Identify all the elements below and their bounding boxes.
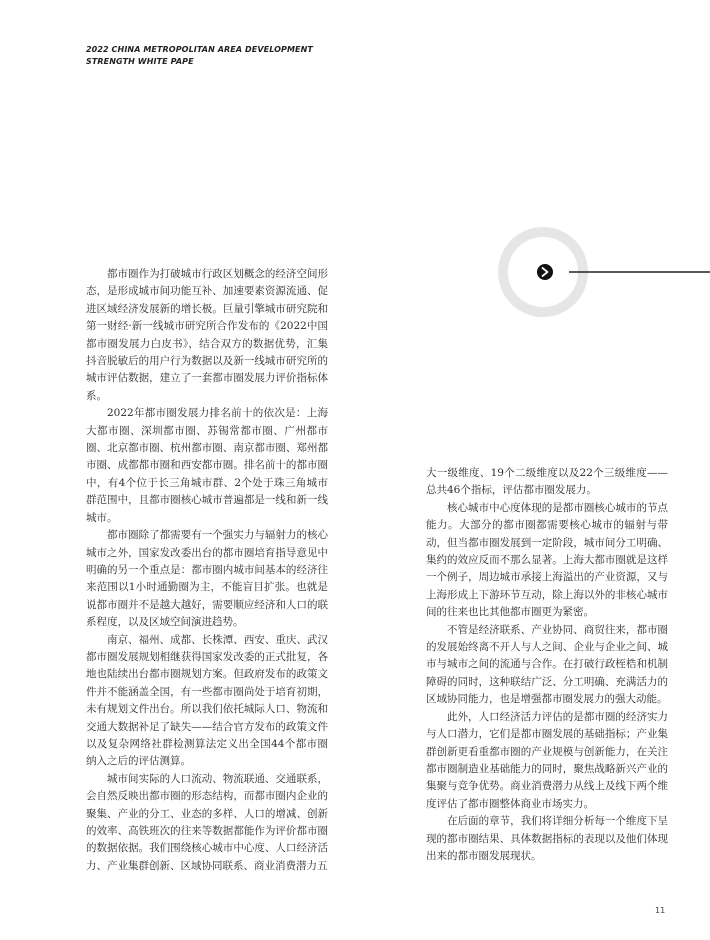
paragraph-dimensions-continued: 大一级维度、19个二级维度以及22个三级维度——总共46个指标，评估都市圈发展力。 <box>426 467 668 497</box>
paragraph-ranking: 2022年都市圈发展力排名前十的依次是：上海大都市圈、深圳都市圈、苏锡常都市圈、广州都市圈、北京都市圈、杭州都市圈、南京都市圈、郑州都市圈、成都都市圈和西安都市圈。排名前十的都市圈中，有4个位于长三角城市群、2个处于珠三角城市群范围中，且都市圈核心城市普遍都是一线和新一线城市。 <box>86 407 328 524</box>
paragraph-planning: 南京、福州、成都、长株潭、西安、重庆、武汉都市圈发展规划相继获得国家发改委的正式批复，各地也陆续出台都市圈规划方案。但政府发布的政策文件并不能涵盖全国，有一些都市圈尚处于培育初期，未有规划文件出台。所以我们依托城际人口、物流和交通大数据补足了缺失——结合官方发布的政策文件以及复杂网络社群检测算法定义出全国44个都市圈纳入之后的评估测算。 <box>86 633 328 768</box>
left-text-column <box>86 266 328 875</box>
paragraph-outlook: 在后面的章节，我们将详细分析每一个维度下呈现的都市圈结果、具体数据指标的表现以及他们体现出来的都市圈发展现状。 <box>426 815 668 862</box>
page-number: 11 <box>655 906 666 915</box>
running-header <box>86 44 313 68</box>
right-text-column <box>426 465 668 865</box>
paragraph-dimensions: 城市间实际的人口流动、物流联通、交通联系，会自然反映出都市圈的形态结构，而都市圈内企业的聚集、产业的分工、业态的多样、人口的增减、创新的效率、高铁班次的往来等数据都能作为评价都市圈的数据依据。我们围绕核心城市中心度、人口经济活力、产业集群创新、区域协同联系、商业消费潜力五 <box>86 772 328 872</box>
decorative-graphic <box>493 224 710 324</box>
paragraph-core-city: 核心城市中心度体现的是都市圈核心城市的节点能力。大部分的都市圈都需要核心城市的辐射与带动，但当都市圈发展到一定阶段，城市间分工明确、集约的效应反而不那么显著。上海大都市圈就是这样一个例子，周边城市承接上海溢出的产业资源，又与上海形成上下游环节互动，除上海以外的非核心城市间的往来也比其他都市圈更为紧密。 <box>426 501 668 619</box>
paragraph-collaboration: 不管是经济联系、产业协同、商贸往来，都市圈的发展始终离不开人与人之间、企业与企业之间、城市与城市之间的流通与合作。在打破行政桎梏和机制障碍的同时，这种联结广泛、分工明确、充满活力的区域协同能力，也是增强都市圈发展力的强大动能。 <box>426 623 668 706</box>
paragraph-intro: 都市圈作为打破城市行政区划概念的经济空间形态，是形成城市间功能互补、加速要素资源流通、促进区域经济发展新的增长极。巨量引擎城市研究院和第一财经·新一线城市研究所合作发布的《2022中国都市圈发展力白皮书》，结合双方的数据优势，汇集抖音脱敏后的用户行为数据以及新一线城市研究所的城市评估数据，建立了一套都市圈发展力评价指标体系。 <box>86 268 328 402</box>
arrow-circle <box>537 264 553 280</box>
arrow-right-icon <box>537 264 553 280</box>
paragraph-commute: 都市圈除了都需要有一个强实力与辐射力的核心城市之外，国家发改委出台的都市圈培育指导意见中明确的另一个重点是：都市圈内城市间基本的经济往来范围以1小时通勤圈为主，不能盲目扩张。也就是说都市圈并不是越大越好，需要顺应经济和人口的联系程度，以及区域空间演进趋势。 <box>86 529 328 629</box>
paragraph-vitality: 此外，人口经济活力评估的是都市圈的经济实力与人口潜力，它们是都市圈发展的基础指标；产业集群创新更看重都市圈的产业规模与创新能力，在关注都市圈制造业基础能力的同时，聚焦战略新兴产业的集聚与竞争优势。商业消费潜力从线上及线下两个维度评估了都市圈整体商业市场实力。 <box>426 710 668 810</box>
header-line-2: STRENGTH WHITE PAPE <box>86 57 194 66</box>
header-line-1: 2022 CHINA METROPOLITAN AREA DEVELOPMENT <box>86 45 313 54</box>
